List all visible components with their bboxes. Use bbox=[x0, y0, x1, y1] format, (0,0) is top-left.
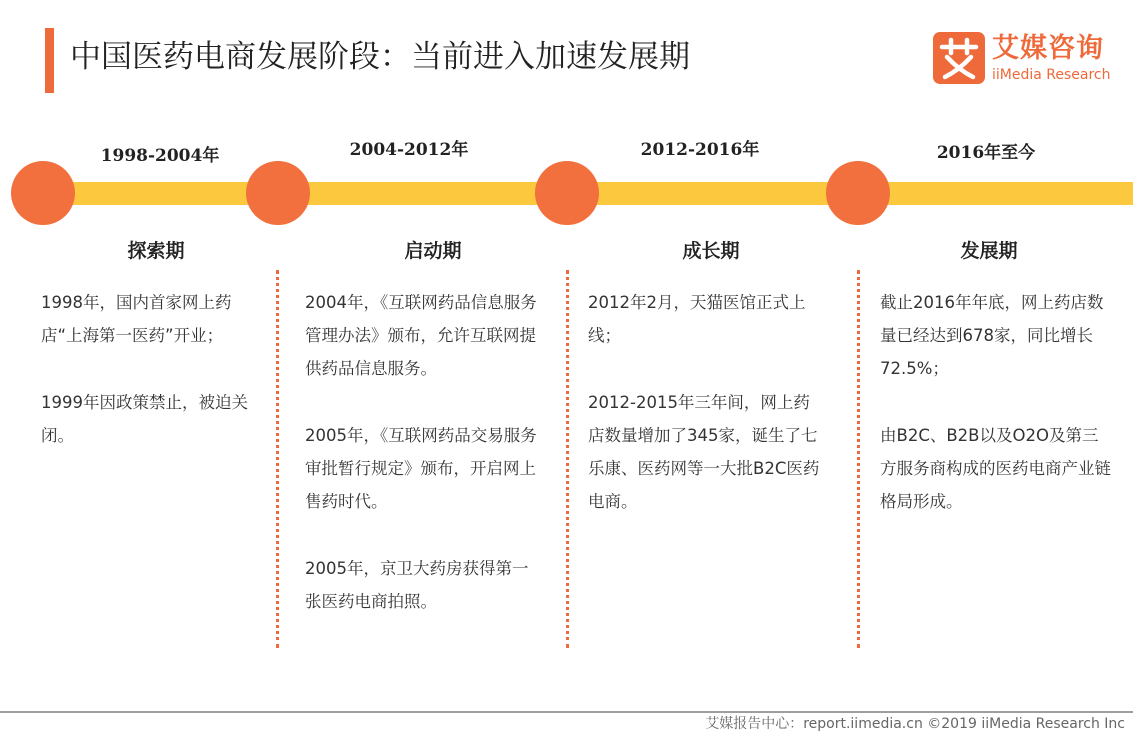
description-paragraph: 1998年，国内首家网上药店“上海第一医药”开业； bbox=[41, 293, 232, 345]
description-paragraph: 2012年2月，天猫医馆正式上线； bbox=[588, 293, 806, 345]
milestone-dot-3 bbox=[535, 161, 599, 225]
description-paragraph: 2005年，《互联网药品交易服务审批暂行规定》颁布，开启网上售药时代。 bbox=[305, 426, 537, 511]
milestone-dot-2 bbox=[246, 161, 310, 225]
period-label-4: 2016年至今 bbox=[936, 143, 1036, 163]
footer-divider bbox=[0, 711, 1133, 713]
stage-name-4: 发展期 bbox=[960, 240, 1018, 262]
logo-mark-icon bbox=[933, 32, 985, 84]
stage-name-2: 启动期 bbox=[404, 240, 462, 262]
stage-description-2 bbox=[305, 286, 537, 652]
period-label-2: 2004-2012年 bbox=[349, 140, 469, 160]
description-paragraph: 截止2016年年底，网上药店数量已经达到678家，同比增长72.5%； bbox=[880, 293, 1104, 378]
stage-name-3: 成长期 bbox=[682, 240, 740, 262]
footer-source: 艾媒报告中心：report.iimedia.cn ©2019 iiMedia Research Inc bbox=[705, 716, 1125, 732]
stage-description-1 bbox=[41, 286, 273, 486]
logo-subtitle: iiMedia Research bbox=[992, 67, 1111, 83]
brand-logo bbox=[933, 32, 1113, 84]
page-title: 中国医药电商发展阶段：当前进入加速发展期 bbox=[70, 39, 690, 75]
column-divider-2 bbox=[566, 270, 569, 648]
logo-glyph-icon bbox=[933, 32, 985, 84]
title-accent-bar bbox=[45, 28, 54, 93]
milestone-dot-4 bbox=[826, 161, 890, 225]
description-paragraph: 2005年，京卫大药房获得第一张医药电商拍照。 bbox=[305, 559, 529, 611]
column-divider-1 bbox=[276, 270, 279, 648]
description-paragraph: 由B2C、B2B以及O2O及第三方服务商构成的医药电商产业链格局形成。 bbox=[880, 426, 1111, 511]
description-paragraph: 2012-2015年三年间，网上药店数量增加了345家，诞生了七乐康、医药网等一大批B2C医药电商。 bbox=[588, 393, 820, 511]
description-paragraph: 1999年因政策禁止，被迫关闭。 bbox=[41, 393, 248, 445]
column-divider-3 bbox=[857, 270, 860, 648]
stage-description-3 bbox=[588, 286, 820, 552]
period-label-3: 2012-2016年 bbox=[640, 140, 760, 160]
stage-name-1: 探索期 bbox=[127, 240, 185, 262]
stage-description-4 bbox=[880, 286, 1112, 552]
milestone-dot-1 bbox=[11, 161, 75, 225]
description-paragraph: 2004年，《互联网药品信息服务管理办法》颁布，允许互联网提供药品信息服务。 bbox=[305, 293, 537, 378]
period-label-1: 1998-2004年 bbox=[100, 146, 220, 166]
logo-name: 艾媒咨询 bbox=[992, 33, 1104, 64]
